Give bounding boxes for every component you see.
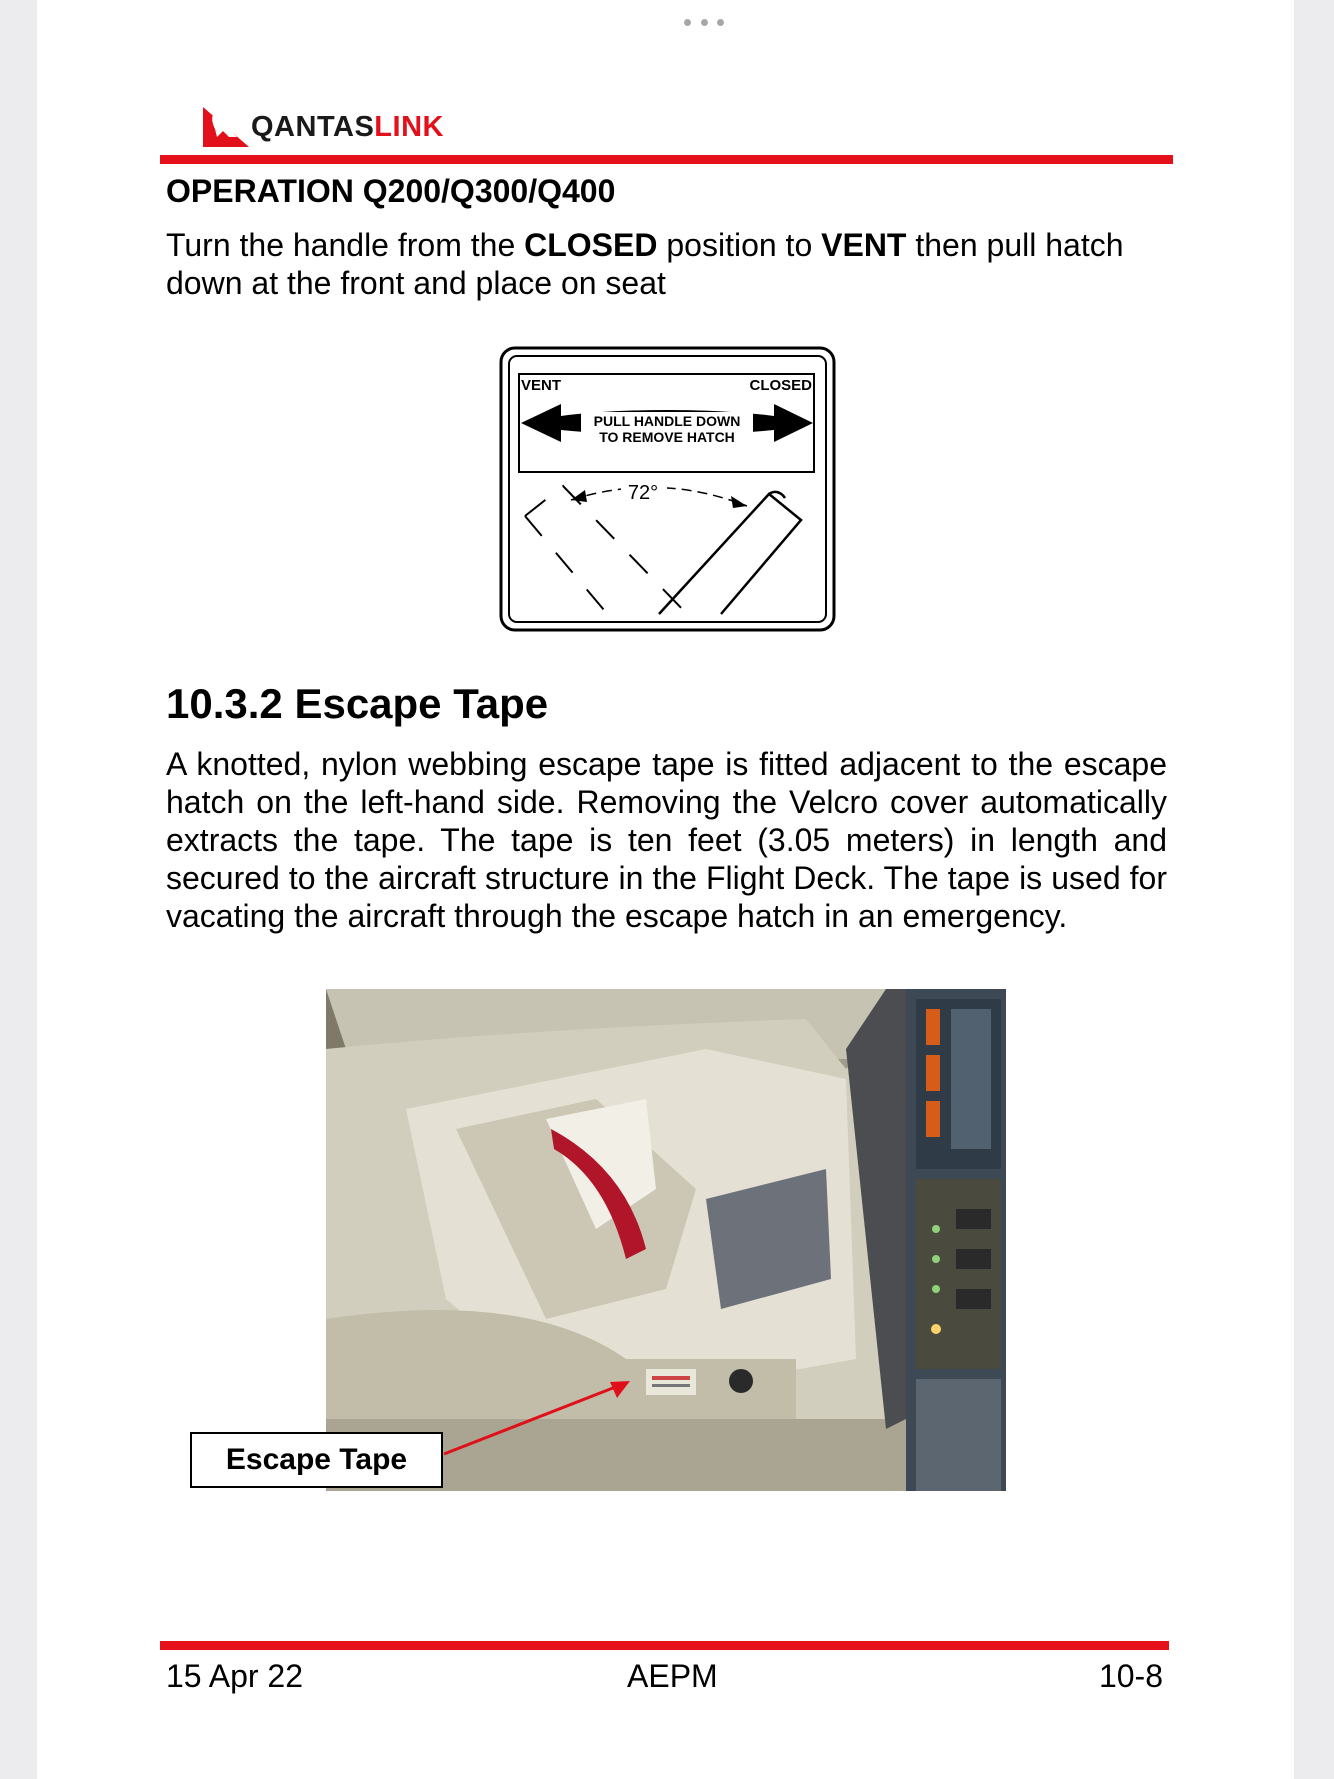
- section-body: A knotted, nylon webbing escape tape is fitted adjacent to the escape hatch on the left-hand side. Removing the Velcro cover automatically extracts the tape. The tape is ten feet (3.05 meters) in length and secured to the aircraft structure in the Flight Deck. The tape is used for vacating the aircraft through the escape hatch in an emergency.: [166, 746, 1167, 934]
- angle-label: 72°: [627, 482, 659, 504]
- operation-title: OPERATION Q200/Q300/Q400: [166, 173, 616, 209]
- logo-text-link: LINK: [374, 110, 444, 143]
- intro-paragraph: [166, 226, 1170, 302]
- closed-label: CLOSED: [749, 377, 812, 394]
- callout-arrow-icon: [440, 1370, 640, 1470]
- qantaslink-logo: [203, 104, 444, 150]
- escape-tape-photo: [326, 989, 1006, 1491]
- footer-rule: [160, 1641, 1169, 1650]
- footer-date: 15 Apr 22: [166, 1658, 303, 1694]
- footer-page-number: 10-8: [1098, 1658, 1163, 1694]
- hatch-handle-diagram: [499, 346, 836, 632]
- intro-bold-closed: CLOSED: [524, 227, 658, 263]
- intro-bold-vent: VENT: [821, 227, 907, 263]
- instruction-line-2: TO REMOVE HATCH: [599, 429, 735, 445]
- header-rule: [160, 155, 1173, 164]
- logo-text-qantas: QANTAS: [251, 110, 375, 143]
- footer-document-code: AEPM: [627, 1658, 718, 1694]
- intro-text-2: position to: [657, 227, 822, 263]
- escape-tape-callout: Escape Tape: [190, 1432, 443, 1488]
- instruction-line-1: PULL HANDLE DOWN: [593, 413, 741, 429]
- section-title: 10.3.2 Escape Tape: [166, 680, 549, 727]
- kangaroo-logo-icon: [203, 107, 249, 147]
- vent-label: VENT: [521, 377, 562, 394]
- more-options-icon[interactable]: [684, 17, 724, 27]
- intro-text-1: Turn the handle from the: [166, 227, 525, 263]
- intro-text-3: then pull hatch down at the front and place on seat: [166, 227, 1124, 301]
